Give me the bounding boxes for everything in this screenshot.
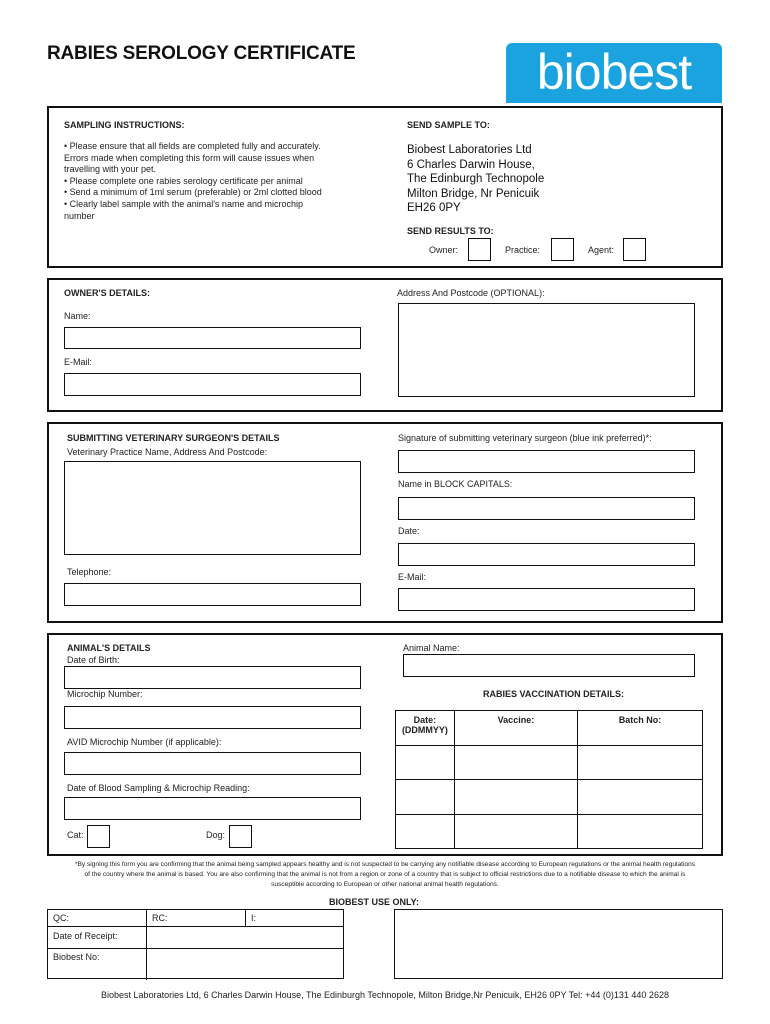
vet-heading: SUBMITTING VETERINARY SURGEON'S DETAILS [67, 433, 280, 443]
address-line: EH26 0PY [407, 202, 461, 215]
animal-heading: ANIMAL'S DETAILS [67, 643, 151, 653]
vaccine-batch-cell[interactable] [578, 746, 703, 780]
cat-label: Cat: [67, 830, 84, 840]
vet-telephone-field[interactable] [64, 583, 361, 606]
vet-email-field[interactable] [398, 588, 695, 611]
col-date-label: Date: [413, 715, 437, 725]
dog-checkbox[interactable] [229, 825, 252, 848]
avid-label: AVID Microchip Number (if applicable): [67, 737, 222, 747]
animal-name-label: Animal Name: [403, 643, 460, 653]
instruction-line: • Please ensure that all fields are completed fully and accurately. [64, 141, 321, 151]
dog-label: Dog: [206, 830, 226, 840]
vet-signature-field[interactable] [398, 450, 695, 473]
disclaimer-line: susceptible according to European or other national animal health regulations. [271, 881, 499, 888]
biobest-logo [506, 43, 722, 103]
vaccine-date-cell[interactable] [396, 815, 455, 849]
grid-line [146, 910, 147, 980]
address-line: The Edinburgh Technopole [407, 173, 545, 186]
owner-email-field[interactable] [64, 373, 361, 396]
disclaimer [40, 860, 730, 890]
agent-option-label: Agent: [588, 245, 615, 255]
i-label: I: [251, 913, 257, 923]
instruction-line: travelling with your pet. [64, 164, 157, 175]
grid-line [48, 948, 343, 949]
practice-option-label: Practice: [505, 245, 541, 255]
vet-email-label: E-Mail: [398, 572, 427, 582]
sampling-instructions [64, 141, 364, 222]
owner-address-field[interactable] [398, 303, 695, 397]
col-date-format: (DDMMYY) [401, 725, 448, 735]
logo-text: biobest [536, 44, 692, 100]
vet-date-field[interactable] [398, 543, 695, 566]
animal-name-field[interactable] [403, 654, 695, 677]
agent-results-checkbox[interactable] [623, 238, 646, 261]
footer-address: Biobest Laboratories Ltd, 6 Charles Darwin House, The Edinburgh Technopole, Milton Bridge,Nr Penicuik, EH26 0PY Tel: +44 (0)131 440 2628 [101, 990, 669, 1000]
vaccine-date-cell[interactable] [396, 780, 455, 815]
owner-heading: OWNER'S DETAILS: [64, 288, 150, 298]
sampling-heading: SAMPLING INSTRUCTIONS: [64, 120, 185, 130]
owner-results-checkbox[interactable] [468, 238, 491, 261]
vaccine-name-cell[interactable] [454, 815, 577, 849]
dob-field[interactable] [64, 666, 361, 689]
address-line: Milton Bridge, Nr Penicuik [407, 187, 540, 200]
owner-name-label: Name: [64, 311, 91, 321]
vaccine-date-cell[interactable] [396, 746, 455, 780]
instruction-line: • Clearly label sample with the animal's name and microchip [64, 198, 303, 209]
receipt-date-label: Date of Receipt: [53, 931, 118, 941]
vaccine-batch-cell[interactable] [578, 815, 703, 849]
office-heading: BIOBEST USE ONLY: [329, 897, 420, 907]
dob-label: Date of Birth: [67, 655, 120, 665]
owner-address-label: Address And Postcode (OPTIONAL): [397, 288, 545, 298]
vaccine-batch-cell[interactable] [578, 780, 703, 815]
microchip-field[interactable] [64, 706, 361, 729]
vaccination-table [395, 710, 703, 849]
instruction-line: • Please complete one rabies serology certificate per animal [64, 175, 303, 186]
qc-label: QC: [53, 913, 70, 923]
owner-name-field[interactable] [64, 327, 361, 349]
grid-line [245, 910, 246, 926]
microchip-label: Microchip Number: [67, 689, 143, 699]
col-date-header [396, 711, 455, 746]
vet-practice-label: Veterinary Practice Name, Address And Postcode: [67, 447, 268, 457]
instruction-line: • Send a minimum of 1ml serum (preferable) or 2ml clotted blood [64, 187, 322, 198]
cat-checkbox[interactable] [87, 825, 110, 848]
blood-sampling-label: Date of Blood Sampling & Microchip Reading: [67, 783, 250, 793]
disclaimer-line: *By signing this form you are confirming that the animal being sampled appears healthy and is not suspected to be carrying any notifiable disease according to European regulations or the animal health regulations [74, 861, 696, 868]
rc-label: RC: [152, 913, 168, 923]
instruction-line: number [64, 210, 95, 221]
practice-results-checkbox[interactable] [551, 238, 574, 261]
vet-date-label: Date: [398, 526, 420, 536]
blood-sampling-field[interactable] [64, 797, 361, 820]
office-grid [47, 909, 344, 979]
col-vaccine-header: Vaccine: [454, 711, 577, 746]
grid-line [48, 926, 343, 927]
send-sample-address [407, 143, 544, 216]
instruction-line: Errors made when completing this form will cause issues when [64, 152, 315, 163]
col-batch-header: Batch No: [578, 711, 703, 746]
vet-block-name-label: Name in BLOCK CAPITALS: [398, 479, 513, 489]
vaccination-heading: RABIES VACCINATION DETAILS: [483, 689, 624, 699]
vet-signature-label: Signature of submitting veterinary surgeon (blue ink preferred)*: [398, 433, 652, 443]
owner-email-label: E-Mail: [64, 357, 93, 367]
vaccine-name-cell[interactable] [454, 780, 577, 815]
disclaimer-line: of the country where the animal is based. You are also confirming that the animal is not from a region or zone of a country that is subject to official restrictions due to a notifiable disease to which the animal is [84, 871, 686, 878]
vet-telephone-label: Telephone: [67, 567, 112, 577]
page-title: RABIES SEROLOGY CERTIFICATE [47, 43, 356, 64]
vaccine-name-cell[interactable] [454, 746, 577, 780]
office-notes-box[interactable] [394, 909, 723, 979]
address-line: Biobest Laboratories Ltd [407, 144, 532, 156]
avid-field[interactable] [64, 752, 361, 775]
address-line: 6 Charles Darwin House, [407, 158, 535, 171]
owner-option-label: Owner: [429, 245, 459, 255]
biobest-no-label: Biobest No: [53, 952, 100, 962]
vet-block-name-field[interactable] [398, 497, 695, 520]
vet-practice-field[interactable] [64, 461, 361, 555]
send-results-heading: SEND RESULTS TO: [407, 226, 494, 236]
send-sample-heading: SEND SAMPLE TO: [407, 120, 490, 130]
